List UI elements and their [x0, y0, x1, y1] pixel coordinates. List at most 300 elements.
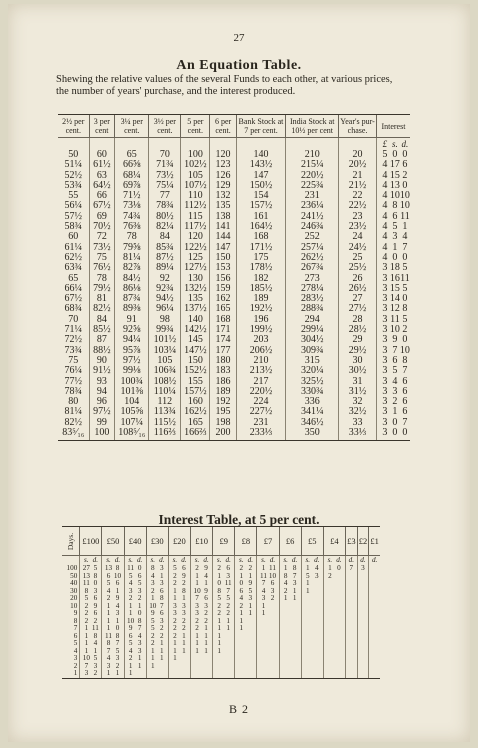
value: 2 — [204, 609, 208, 617]
value: 7 — [115, 639, 120, 647]
table-cell: 82⅞ — [115, 263, 149, 273]
unit-label: s. — [194, 555, 200, 564]
value: 8 — [217, 586, 221, 595]
table-cell: 87¾ — [115, 294, 149, 304]
value-cell — [124, 588, 146, 596]
value: 6 — [159, 609, 164, 617]
value-cell — [80, 580, 102, 588]
table-cell: 64½ — [89, 181, 114, 191]
value-cell — [279, 595, 301, 603]
table-cell: 27 — [339, 294, 377, 304]
table-cell: 283½ — [286, 294, 339, 304]
value-cell — [345, 648, 357, 656]
table-cell: 341¼ — [286, 407, 339, 417]
table-cell: 25½ — [339, 263, 377, 273]
unit-label: s. — [106, 555, 111, 564]
value-cell — [235, 588, 257, 596]
value: 1 — [173, 646, 177, 655]
table-cell: 123 — [210, 160, 236, 170]
amount-header: £7 — [257, 527, 279, 556]
table-cell: 241½ — [286, 212, 339, 222]
value: 7 — [84, 661, 89, 670]
unit-label: s. — [172, 555, 178, 564]
table-cell: 66¼ — [64, 282, 83, 294]
table-cell: 135 — [210, 201, 236, 211]
value-cell — [345, 610, 357, 618]
table-cell: 130 — [181, 274, 210, 284]
table-cell: 69⅞ — [115, 181, 149, 191]
value-cell — [168, 648, 190, 656]
table-cell: 120 — [210, 150, 236, 160]
amount-header: £40 — [124, 527, 146, 556]
value-cell — [168, 655, 190, 663]
table-cell: 185½ — [236, 284, 286, 294]
value-cell — [213, 565, 235, 573]
table-cell: 267¾ — [286, 263, 339, 273]
value: 3 — [182, 609, 186, 617]
value: 2 — [328, 571, 332, 580]
value: 0 — [137, 609, 142, 617]
interest-value: 8 — [402, 354, 408, 366]
table-cell: 97½ — [89, 407, 114, 417]
value-cell — [345, 588, 357, 596]
value: 0 — [337, 564, 341, 572]
table-cell: 125 — [181, 253, 210, 263]
interest-value: 4 — [382, 159, 388, 171]
column-header: India Stock at 10½ per cent — [286, 115, 339, 138]
value: 1 — [261, 609, 266, 617]
value: 5 — [106, 579, 111, 587]
table-cell: 72½ — [64, 334, 83, 346]
value-cell — [124, 603, 146, 611]
value: 1 — [217, 571, 221, 580]
unit-label: s. — [327, 555, 333, 564]
value-cell — [80, 640, 102, 648]
interest-value: 3 — [382, 344, 388, 356]
value: 1 — [173, 654, 177, 662]
interest-value: 7 — [402, 365, 408, 377]
value: 6 — [204, 594, 208, 602]
value-cell — [235, 603, 257, 611]
value-cell — [168, 580, 190, 588]
value: 1 — [106, 609, 111, 617]
value-cell — [124, 633, 146, 641]
value-cell — [369, 670, 380, 678]
table-cell: 21½ — [339, 181, 377, 191]
table-cell: 100¾ — [115, 377, 149, 387]
value: 2 — [239, 564, 244, 572]
value: 8 — [115, 631, 120, 640]
table-cell: 198 — [210, 418, 236, 428]
value: 1 — [173, 639, 177, 647]
table-row — [62, 670, 380, 678]
table-cell: 96¼ — [149, 304, 181, 314]
table-cell: 299¼ — [286, 325, 339, 335]
value-cell — [323, 625, 345, 633]
value: 1 — [226, 616, 230, 625]
table-cell: 231 — [286, 191, 339, 201]
table-cell: 162 — [210, 294, 236, 304]
table-cell: 31 — [339, 377, 377, 387]
value-cell — [102, 633, 124, 641]
value: 3 — [173, 601, 177, 610]
table-cell: 70½ — [89, 222, 114, 232]
value-cell — [168, 565, 190, 573]
table-cell: 81 — [89, 294, 114, 304]
interest-value: 3 — [382, 334, 388, 346]
amount-header: £9 — [213, 527, 235, 556]
value: 9 — [115, 594, 120, 602]
interest-value: 18 — [389, 262, 400, 274]
interest-value: 3 — [382, 293, 388, 305]
value-cell — [345, 625, 357, 633]
value-cell — [357, 595, 369, 603]
table-cell: 96 — [89, 397, 114, 407]
value: 4 — [314, 564, 319, 572]
unit-label: d. — [348, 555, 354, 564]
table-cell: 75¼ — [149, 181, 181, 191]
table-cell: 86⅛ — [115, 284, 149, 294]
value: 3 — [159, 579, 164, 587]
value-cell — [80, 610, 102, 618]
value: 9 — [150, 609, 155, 617]
table-cell: 273 — [286, 274, 339, 284]
days-cell: 50 — [70, 571, 78, 580]
table-cell: 20 — [339, 150, 377, 160]
value-cell — [369, 588, 380, 596]
value-cell — [323, 573, 345, 581]
unit-label: d. — [225, 555, 231, 564]
days-cell: 1 — [62, 670, 80, 678]
value: 3 — [115, 609, 120, 617]
value: 7 — [292, 571, 297, 580]
table-cell: 75 — [68, 354, 79, 366]
interest-value: 13 — [389, 179, 400, 191]
value: 5 — [128, 571, 133, 580]
table-cell: 138 — [210, 212, 236, 222]
interest-value: 0 — [402, 251, 408, 263]
interest-value: 0 — [392, 427, 398, 439]
value: 10 — [82, 654, 90, 662]
value: 3 — [261, 594, 266, 602]
table-cell: 278¼ — [286, 284, 339, 294]
value: 7 — [137, 624, 142, 632]
value: 3 — [173, 609, 177, 617]
table-cell: 174 — [210, 335, 236, 345]
value: 4 — [115, 601, 120, 610]
table-cell: 24½ — [339, 243, 377, 253]
value-cell — [235, 618, 257, 626]
interest-value: 1 — [392, 241, 398, 253]
value-cell — [168, 603, 190, 611]
value-cell — [213, 648, 235, 656]
value-cell — [146, 618, 168, 626]
value-cell — [235, 565, 257, 573]
value: 0 — [93, 579, 98, 587]
value: 2 — [226, 609, 230, 617]
table-cell: 160 — [181, 397, 210, 407]
value: 2 — [173, 624, 177, 632]
value: 10 — [127, 616, 135, 625]
value-cell — [80, 663, 102, 671]
table-cell: 171½ — [236, 243, 286, 253]
value-cell — [369, 663, 380, 671]
unit-label: s. — [283, 555, 288, 564]
column-header: Bank Stock at 7 per cent. — [236, 115, 286, 138]
table-cell: 153 — [210, 263, 236, 273]
value-cell — [168, 588, 190, 596]
table-cell: 217 — [236, 377, 286, 387]
table-cell: 72 — [89, 232, 114, 242]
table-cell: 58¾ — [64, 221, 83, 233]
interest-value: 3 — [392, 231, 398, 243]
interest-value: 3 — [382, 313, 388, 325]
table-cell: 101½ — [149, 335, 181, 345]
table-cell: 137½ — [181, 304, 210, 314]
unit-label: s. — [305, 555, 311, 564]
value-cell — [191, 655, 213, 663]
table-cell: 112½ — [181, 201, 210, 211]
unit-label: d. — [336, 555, 342, 564]
table-cell: 113¾ — [149, 407, 181, 417]
table-cell: 100 — [89, 428, 114, 441]
value-cell — [345, 565, 357, 573]
value: 7 — [261, 579, 266, 587]
value: 1 — [128, 661, 133, 670]
table-cell: 165 — [181, 418, 210, 428]
unit-cell — [191, 556, 213, 566]
value-cell — [235, 663, 257, 671]
days-cell: 6 — [73, 631, 78, 640]
column-header: Year's pur-chase. — [339, 115, 377, 138]
value-cell — [191, 573, 213, 581]
value: 6 — [270, 579, 275, 587]
interest-value: 3 — [382, 354, 388, 366]
table-cell: 178½ — [236, 263, 286, 273]
interest-value: 4 — [382, 221, 388, 233]
table-cell: 81¼ — [115, 253, 149, 263]
table-cell: 110¼ — [149, 387, 181, 397]
interest-value: 1 — [402, 221, 408, 233]
interest-value: 10 — [399, 190, 410, 202]
value: 1 — [261, 564, 266, 572]
value-cell — [168, 640, 190, 648]
value: 1 — [217, 646, 221, 655]
interest-value: 11 — [390, 313, 400, 325]
table-cell: 215¼ — [286, 160, 339, 170]
value: 11 — [260, 571, 267, 580]
value: 6 — [115, 579, 120, 587]
value-cell — [357, 603, 369, 611]
value: 5 — [173, 564, 177, 572]
value-cell — [369, 610, 380, 618]
table-cell: 33⅓ — [339, 428, 377, 441]
table-cell: 79⅝ — [115, 243, 149, 253]
unit-label: s. — [216, 555, 222, 564]
value-cell — [369, 580, 380, 588]
value: 10 — [113, 571, 122, 580]
table-cell: 195 — [210, 407, 236, 417]
table-cell: 22½ — [339, 201, 377, 211]
value: 2 — [248, 564, 253, 572]
value: 6 — [137, 571, 142, 580]
table-cell: 122½ — [181, 243, 210, 253]
table-cell: 73¾ — [64, 344, 83, 356]
value-cell — [213, 603, 235, 611]
value: 11 — [82, 579, 90, 587]
value-cell — [279, 565, 301, 573]
table-cell: 85½ — [89, 325, 114, 335]
table-cell: 325½ — [286, 377, 339, 387]
value: 6 — [128, 631, 133, 640]
interest-value: 6 — [402, 159, 408, 171]
value-cell — [102, 640, 124, 648]
table-cell: 141 — [210, 222, 236, 232]
unit-label: d. — [314, 555, 320, 564]
value: 6 — [93, 609, 98, 617]
value-cell — [301, 588, 323, 596]
column-header: 6 per cent. — [210, 115, 236, 138]
value: 7 — [159, 601, 164, 610]
interest-cell — [376, 428, 410, 441]
value-cell — [279, 603, 301, 611]
value: 6 — [93, 594, 98, 602]
value: 3 — [226, 571, 230, 580]
value: 2 — [182, 616, 186, 625]
table-cell: 115½ — [149, 418, 181, 428]
interest-value: 0 — [402, 293, 408, 305]
value: 1 — [204, 631, 208, 640]
value: 4 — [261, 586, 266, 595]
interest-value: 3 — [382, 262, 388, 274]
value: 4 — [128, 579, 133, 587]
value-cell — [323, 663, 345, 671]
value: 1 — [173, 594, 177, 602]
interest-value: 0 — [392, 251, 398, 263]
table-cell: 73⅛ — [115, 201, 149, 211]
value: 1 — [84, 624, 89, 632]
value-cell — [301, 618, 323, 626]
value: 1 — [150, 661, 155, 670]
value: 6 — [159, 586, 164, 595]
value: 4 — [239, 594, 244, 602]
value-cell — [357, 618, 369, 626]
table-cell: 336 — [286, 397, 339, 407]
value: 1 — [182, 631, 186, 640]
value-cell — [369, 603, 380, 611]
value: 2 — [217, 601, 221, 610]
value: 10 — [268, 571, 277, 580]
unit-cell — [235, 556, 257, 566]
amount-header: £20 — [168, 527, 190, 556]
value: 8 — [292, 564, 297, 572]
value: 1 — [248, 571, 253, 580]
value: 8 — [93, 631, 98, 640]
value-cell — [301, 670, 323, 678]
value: 27 — [82, 564, 90, 572]
value-cell — [357, 573, 369, 581]
value: 1 — [239, 609, 244, 617]
value-cell — [168, 633, 190, 641]
value: 2 — [173, 631, 177, 640]
table-cell: 107¼ — [115, 418, 149, 428]
signature-mark: B 2 — [228, 702, 249, 716]
value: 1 — [283, 594, 288, 602]
value: 3 — [115, 654, 120, 662]
days-cell: 7 — [73, 624, 78, 632]
value-cell — [124, 565, 146, 573]
table-cell: 105 — [149, 356, 181, 366]
value: 1 — [137, 601, 142, 610]
value: 2 — [195, 564, 199, 572]
value-cell — [257, 588, 279, 596]
value: 1 — [159, 654, 164, 662]
unit-label: d. — [203, 555, 209, 564]
value: 2 — [217, 564, 221, 572]
value-cell — [345, 580, 357, 588]
table-cell: 70 — [68, 313, 79, 325]
value: 1 — [106, 669, 111, 677]
table-cell: 135 — [181, 294, 210, 304]
table-cell: 220½ — [286, 171, 339, 181]
value-cell — [323, 648, 345, 656]
value-cell — [191, 640, 213, 648]
interest-value: 4 — [382, 190, 388, 202]
amount-header: £1 — [369, 527, 380, 556]
table-cell: 73½ — [149, 171, 181, 181]
unit-cell — [213, 556, 235, 566]
value: 1 — [182, 594, 186, 602]
interest-value: 1 — [392, 406, 398, 418]
value-cell — [257, 663, 279, 671]
value: 7 — [195, 594, 199, 602]
value: 3 — [84, 669, 89, 677]
table-cell: 77½ — [64, 375, 83, 387]
unit-cell — [279, 556, 301, 566]
table-cell: 108½ — [149, 377, 181, 387]
table-cell: 97½ — [115, 356, 149, 366]
interest-value: 2 — [402, 324, 408, 336]
days-cell: 8 — [73, 616, 78, 625]
value: 8 — [159, 594, 164, 602]
value-cell — [124, 663, 146, 671]
table-cell: 233⅓ — [236, 428, 286, 441]
value: 5 — [128, 639, 133, 647]
value-cell — [102, 610, 124, 618]
value: 11 — [105, 631, 112, 640]
table-cell: 132 — [210, 191, 236, 201]
value: 2 — [84, 601, 89, 610]
value-cell — [146, 610, 168, 618]
value-cell — [357, 655, 369, 663]
interest-value: 4 — [382, 231, 388, 243]
table-cell: 73½ — [89, 243, 114, 253]
interest-value: 3 — [382, 385, 388, 397]
table-cell: 78 — [89, 274, 114, 284]
table-cell: 94 — [89, 387, 114, 397]
equation-table — [58, 114, 410, 441]
interest-value: 5 — [382, 149, 388, 160]
value-cell — [323, 580, 345, 588]
value: 3 — [159, 564, 164, 572]
table-cell: 189 — [236, 294, 286, 304]
value-cell — [369, 648, 380, 656]
interest-value: 16 — [389, 272, 400, 284]
value-cell — [357, 625, 369, 633]
column-header: 3 per cent — [89, 115, 114, 138]
value-cell — [235, 573, 257, 581]
table-cell: 89⅜ — [115, 304, 149, 314]
